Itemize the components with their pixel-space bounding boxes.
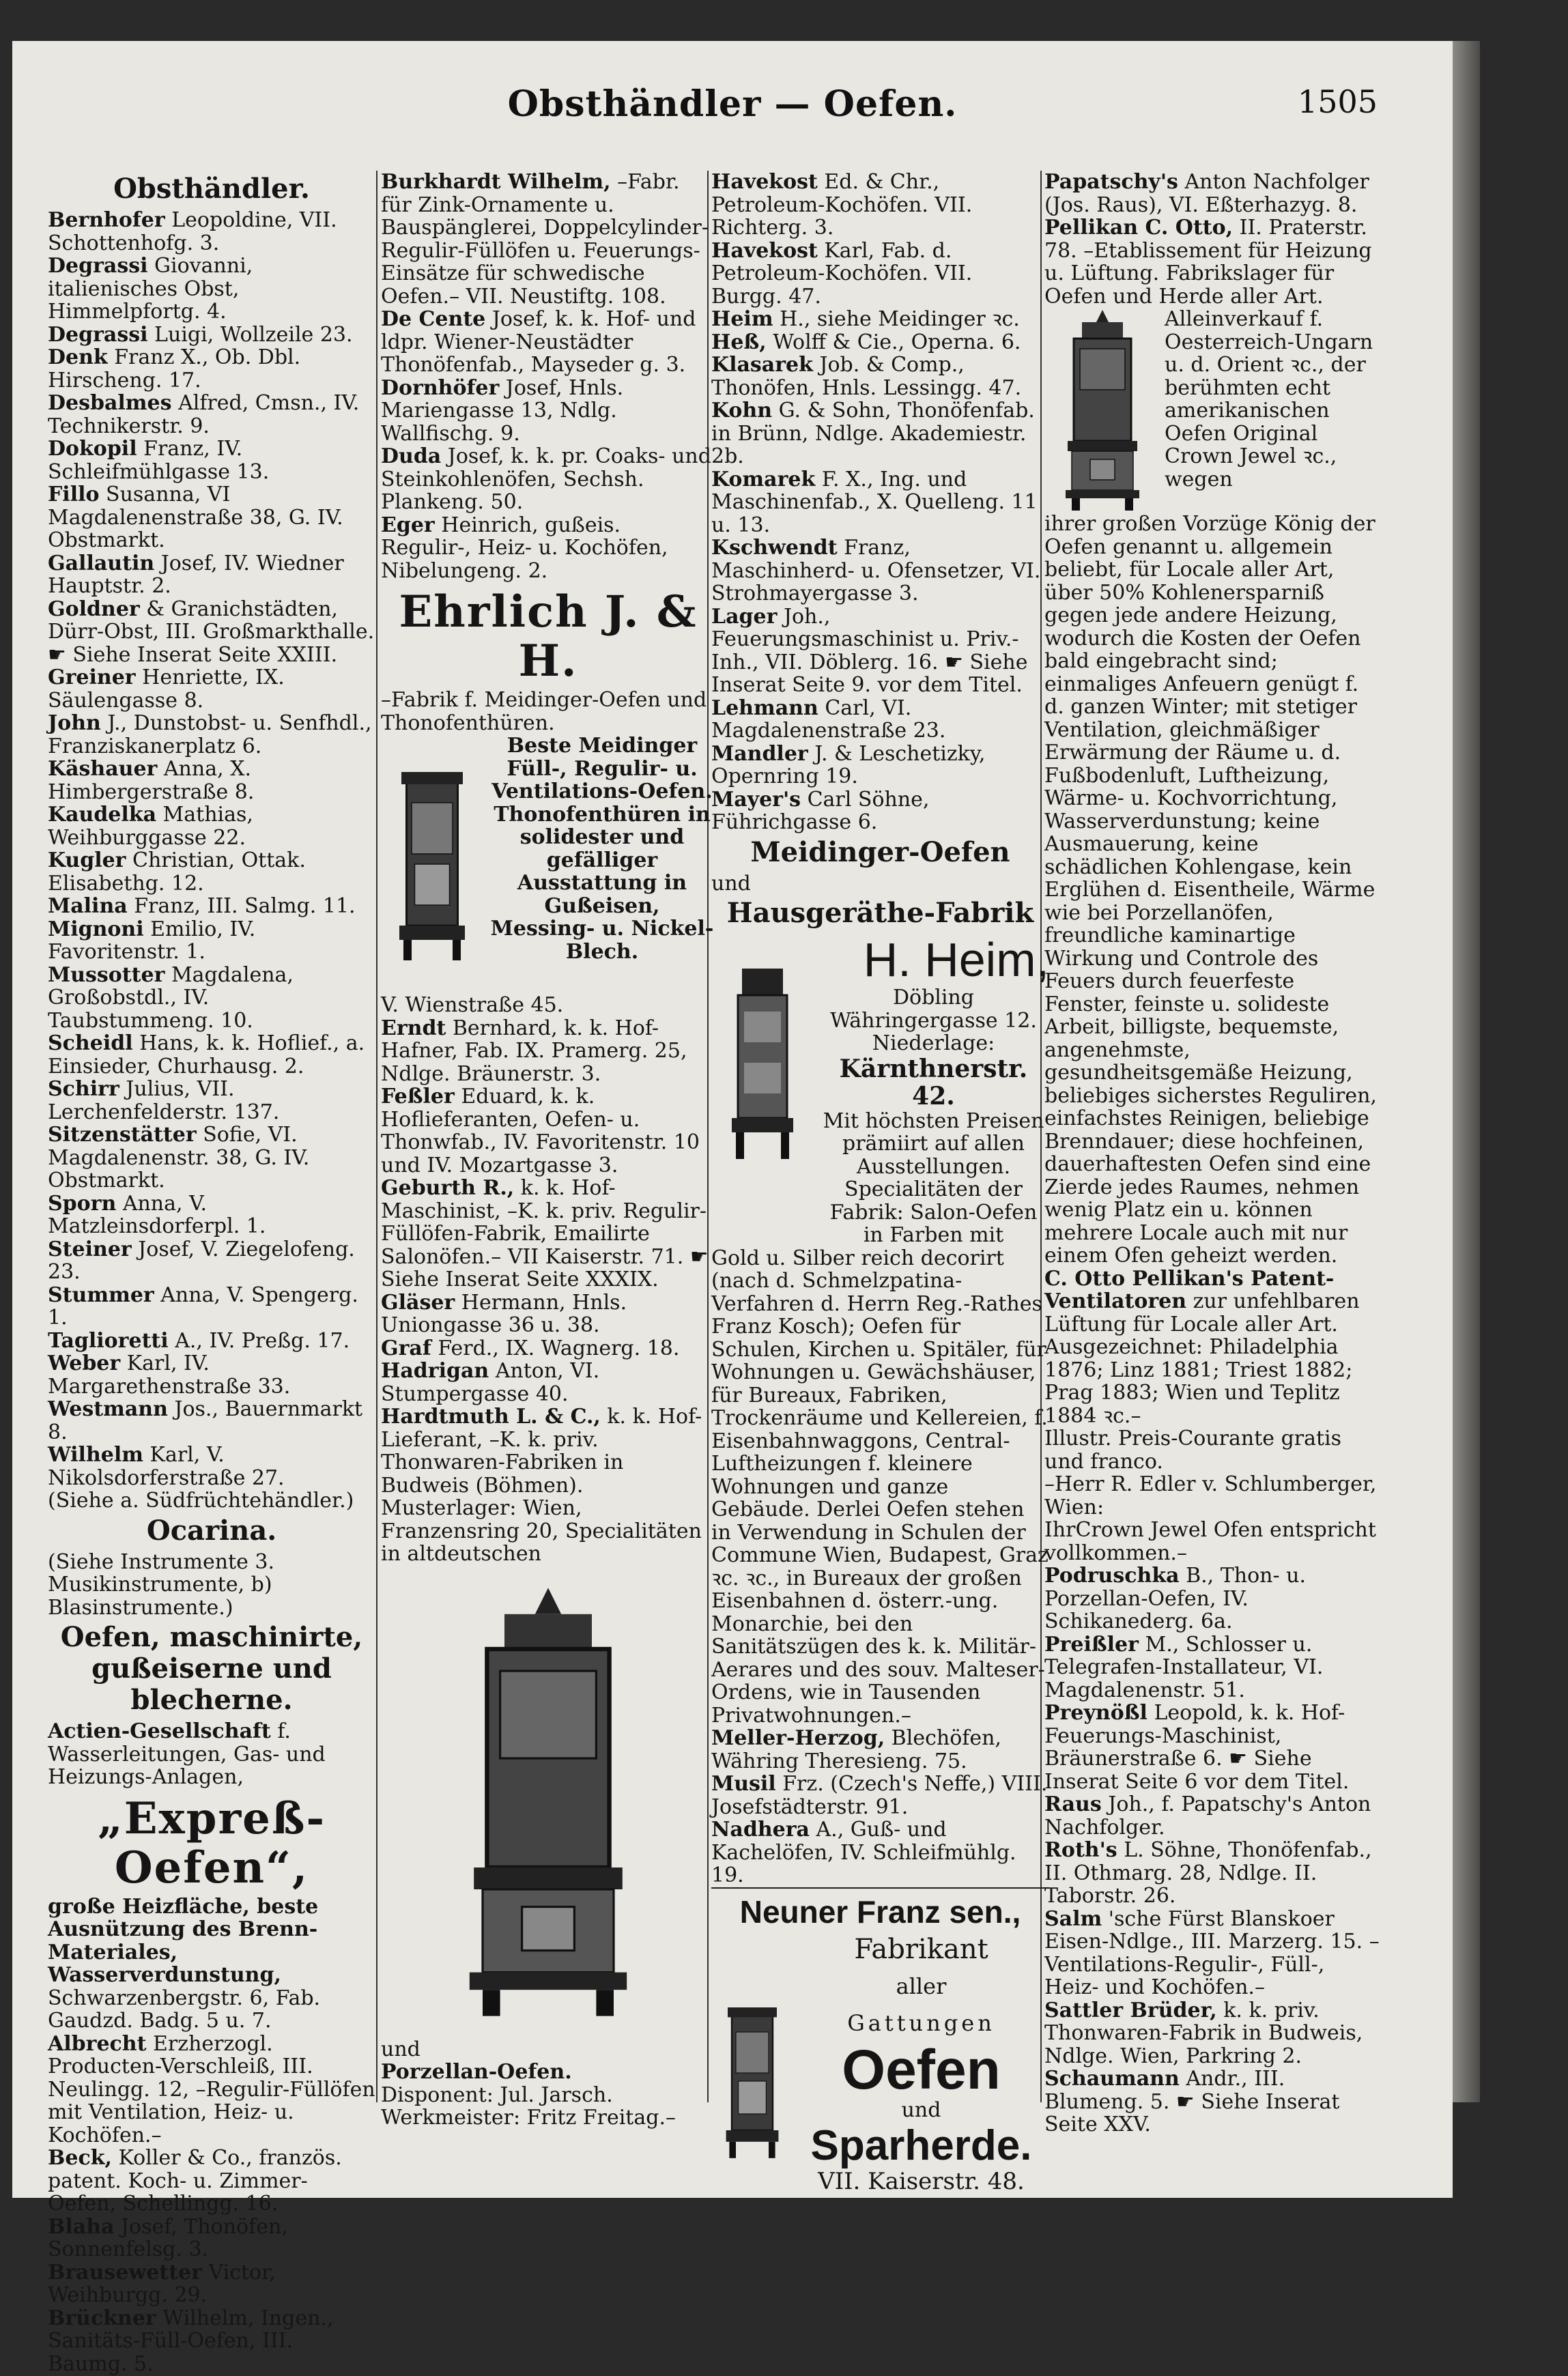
entry-name: Kaudelka — [48, 803, 157, 827]
directory-entry — [1044, 1839, 1382, 1908]
entry-details: Anton, VI. Stumpergasse 40. — [381, 1359, 600, 1406]
entry-name: Mandler — [711, 741, 808, 766]
advert-line: aller — [896, 1973, 947, 1999]
text-line: Schwarzenbergstr. 6, Fab. Gaudzd. Badg. 5 u. 7. — [48, 1986, 321, 2033]
entry-details: Blechöfen, Währing Theresieng. 75. — [711, 1726, 1001, 1773]
entry-name: Mussotter — [48, 962, 165, 987]
advert-heading: Ehrlich J. & H. — [399, 586, 698, 687]
entry-name: Schaumann — [1044, 2067, 1180, 2091]
directory-entry — [711, 468, 1049, 537]
entry-name: Gallautin — [48, 551, 155, 575]
entry-name: Sitzenstätter — [48, 1123, 197, 1147]
page-title: Obsthändler — Oefen. — [507, 83, 958, 125]
directory-entry — [48, 1238, 375, 1284]
directory-page — [12, 41, 1453, 2376]
text-line: (Siehe Instrumente 3. Musikinstrumente, b) Blasinstrumente.) — [48, 1549, 274, 1620]
entry-details: Eduard, k. k. Hoflieferanten, Oefen- u. Thonwfab., IV. Favoritenstr. 10 und IV. Mozartgasse 3. — [381, 1085, 700, 1177]
book-edge — [1453, 41, 1480, 2102]
stove-illustration — [711, 1931, 793, 2231]
entry-name: Papatschy's — [1044, 170, 1178, 194]
page-header — [12, 83, 1453, 145]
entry-name: Westmann — [48, 1397, 168, 1421]
entry-details: Koller & Co., französ. patent. Koch- u. Zimmer-Oefen, Schellingg. 16. — [48, 2146, 342, 2216]
directory-entry — [48, 346, 375, 392]
directory-entry — [48, 255, 375, 324]
stove-illustration — [1044, 308, 1160, 513]
directory-entry — [711, 536, 1049, 605]
entry-name: Burkhardt Wilhelm, — [381, 170, 611, 194]
entry-details: Karl, Fab. d. Petroleum-Kochöfen. VII. Burgg. 47. — [711, 238, 973, 309]
entry-name: Goldner — [48, 597, 140, 621]
entry-details: Karl, V. Nikolsdorferstraße 27. — [48, 1443, 285, 1490]
entry-name: Desbalmes — [48, 391, 172, 415]
entry-name: Fillo — [48, 483, 100, 506]
neuner-body — [711, 1931, 1049, 2231]
directory-entry — [48, 1032, 375, 1078]
entry-details: M., Schlosser u. Telegrafen-Installateur, VI. Magdalenenstr. 51. — [1044, 1632, 1324, 1702]
directory-entry — [1044, 1268, 1382, 1428]
stove-illustration — [711, 933, 814, 1192]
entry-name: Erndt — [381, 1016, 446, 1040]
directory-entry — [48, 209, 375, 255]
directory-entry — [48, 712, 375, 758]
entry-details: & Granichstädten, Dürr-Obst, III. Großmarkthalle. ☛ Siehe Inserat Seite XXIII. — [48, 597, 375, 667]
directory-entry — [48, 666, 375, 712]
entry-details: Mathias, Weihburggasse 22. — [48, 803, 253, 850]
directory-entry — [48, 803, 375, 849]
directory-entry — [711, 1818, 1049, 1887]
entry-name: Brückner — [48, 2306, 156, 2330]
entry-name: Preißler — [1044, 1632, 1139, 1657]
entry-name: De Cente — [381, 307, 486, 331]
entry-details: Franz, III. Salmg. 11. — [127, 894, 356, 918]
directory-entry — [381, 1017, 715, 1086]
advert-line: Mit höchsten Preisen prämiirt auf allen Ausstellungen. — [823, 1108, 1044, 1179]
entry-name: Feßler — [381, 1085, 455, 1108]
directory-entry — [711, 605, 1049, 697]
entry-name: Wilhelm — [48, 1443, 143, 1467]
advert-line: Kärnthnerstr. 42. — [839, 1054, 1028, 1111]
entry-name: Actien-Gesellschaft — [48, 1719, 271, 1743]
stove-illustration — [381, 734, 483, 994]
entry-details: Carl, VI. Magdalenenstraße 23. — [711, 696, 946, 743]
directory-entry — [381, 1360, 715, 1405]
entry-name: Dokopil — [48, 437, 137, 461]
entry-name: Hadrigan — [381, 1359, 489, 1383]
directory-entry — [381, 514, 715, 583]
entry-name: Taglioretti — [48, 1328, 169, 1353]
neuner-name: Neuner Franz sen., — [739, 1893, 1021, 1930]
column-2 — [381, 171, 715, 2130]
entry-name: Duda — [381, 444, 442, 468]
directory-entry — [48, 552, 375, 598]
directory-entry — [48, 2147, 375, 2216]
directory-entry — [48, 918, 375, 964]
directory-entry — [1044, 2067, 1382, 2136]
column-1 — [48, 171, 375, 2375]
heim-advert-text — [818, 933, 1049, 1247]
text-line: und — [711, 871, 751, 896]
directory-entry — [1044, 216, 1382, 308]
entry-name: Podruschka — [1044, 1564, 1180, 1588]
directory-entry — [381, 171, 715, 308]
entry-name: Sporn — [48, 1191, 117, 1216]
entry-name: Graf — [381, 1336, 431, 1360]
entry-name: Musil — [711, 1772, 776, 1796]
directory-entry — [1044, 1908, 1382, 1999]
entry-details: Erzherzogl. Producten-Verschleiß, III. Neulingg. 12, –Regulir-Füllöfen mit Ventilation, Heiz- u. Kochöfen.– — [48, 2031, 375, 2147]
entry-details: A., Guß- und Kachelöfen, IV. Schleifmühlg. 19. — [711, 1818, 1016, 1887]
bold-text: große Heizfläche, beste Ausnützung des Brenn-Materiales, Wasserverdunstung, — [48, 1894, 319, 1987]
text-line: Gold u. Silber reich decorirt (nach d. Schmelzpatina-Verfahren d. Herrn Reg.-Rathes Franz Kosch); Oefen für Schulen, Kirchen u. Spitäler, für Wohnungen u. Gewächshäuser, für Bureaux, Fabriken, Trockenräume und Kellereien, f. Eisenbahnwaggons, Central-Luftheizungen f. kleinere Wohnungen und ganze Gebäude. Derlei Oefen stehen in Verwendung in Schulen der Commune Wien, Budapest, Graz ꝛc. ꝛc., in Bureaux der großen Eisenbahnen d. österr.-ung. Monarchie, bei den Sanitätszügen des k. k. Militär-Aerares und des souv. Malteser-Ordens, wie in Tausenden Privatwohnungen.– — [711, 1246, 1049, 1728]
entry-name: Schirr — [48, 1077, 119, 1101]
entry-details: Jos., Bauernmarkt 8. — [48, 1397, 363, 1444]
directory-entry — [711, 171, 1049, 240]
advert-line: Specialitäten der Fabrik: Salon-Oefen in Farben mit — [829, 1177, 1038, 1247]
entry-details: F. X., Ing. und Maschinenfab., X. Quelleng. 11 u. 13. — [711, 467, 1038, 537]
directory-entry — [381, 445, 715, 514]
entry-name: Heß, — [711, 330, 767, 354]
text-line: Disponent: Jul. Jarsch. Werkmeister: Fritz Freitag.– — [381, 2082, 676, 2130]
section-heading: Ocarina. — [146, 1514, 277, 1547]
entry-details: 'sche Fürst Blanskoer Eisen-Ndlge., III. Marzerg. 15. –Ventilations-Regulir-, Füll-, Heiz- und Kochöfen.– — [1044, 1906, 1380, 1999]
directory-entry — [48, 1352, 375, 1398]
entry-details: k. k. Hof-Lieferant, –K. k. priv. Thonwaren-Fabriken in Budweis (Böhmen). Musterlager: Wien, Franzensring 20, Specialitäten in altdeutschen — [381, 1405, 702, 1566]
entry-details: Franz X., Ob. Dbl. Hirscheng. 17. — [48, 345, 301, 392]
entry-name: Salm — [1044, 1906, 1102, 1931]
directory-entry — [381, 377, 715, 446]
directory-entry — [381, 1337, 715, 1360]
entry-details: Job. & Comp., Thonöfen, Hnls. Lessingg. 47. — [711, 353, 1022, 400]
column-4 — [1044, 171, 1382, 2136]
directory-entry — [48, 964, 375, 1033]
column-rule — [376, 171, 377, 2102]
entry-details: Alfred, Cmsn., IV. Technikerstr. 9. — [48, 391, 360, 438]
entry-details: k. k. Hof-Maschinist, –K. k. priv. Regulir-Füllöfen-Fabrik, Emailirte Salonöfen.– VII Kaiserstr. 71. ☛ Siehe Inserat Seite XXXIX. — [381, 1176, 709, 1291]
directory-entry — [48, 1330, 375, 1353]
entry-name: Kohn — [711, 399, 773, 423]
stove-illustration — [439, 1570, 657, 2034]
entry-details: Karl, IV. Margarethenstraße 33. — [48, 1351, 291, 1399]
entry-name: Havekost — [711, 170, 818, 194]
entry-name: Dornhöfer — [381, 375, 500, 400]
entry-name: Mignoni — [48, 917, 144, 941]
directory-entry — [711, 399, 1049, 468]
entry-name: Meller-Herzog, — [711, 1726, 885, 1750]
directory-entry — [711, 697, 1049, 743]
entry-details: zur unfehlbaren Lüftung für Locale aller Art. Ausgezeichnet: Philadelphia 1876; Linz 1881; Triest 1882; Prag 1883; Wien und Teplitz 1884 ꝛc.– — [1044, 1289, 1360, 1428]
entry-details: Leopold, k. k. Hof-Feuerungs-Maschinist, Bräunerstraße 6. ☛ Siehe Inserat Seite 6 vor dem Titel. — [1044, 1701, 1350, 1794]
entry-details: L. Söhne, Thonöfenfab., II. Othmarg. 28, Ndlge. II. Taborstr. 26. — [1044, 1838, 1372, 1908]
text-line: ihrer großen Vorzüge König der Oefen genannt u. allgemein beliebt, für Locale aller Art, über 50% Kohlenersparniß gegen jede andere Heizung, wodurch die Kosten der Oefen bald eingebracht sind; einmaliges Anfeuern genügt f. d. ganzen Winter; mit stetiger Ventilation, gleichmäßiger Erwärmung der Räume u. d. Fußbodenluft, Luftheizung, Wärme- u. Kochvorrichtung, Wasserverdunstung; keine Ausmauerung, keine schädlichen Kohlengase, kein Erglühen d. Eisentheile, Wärme wie bei Porzellanöfen, freundliche kaminartige Wirkung und Controle des Feuers durch feuerfeste Fenster, feinste u. solideste Arbeit, billigste, bequemste, angenehmste, gesundheitsgemäße Heizung, beliebiges sicherstes Reguliren, einfachstes Reinigen, beliebige Brenndauer; diese hochfeinen, dauerhaftesten Oefen sind eine Zierde jedes Raumes, nehmen wenig Platz ein u. können mehrere Locale auch mit nur einem Ofen geheizt werden. — [1044, 512, 1377, 1268]
entry-details: f. Wasserleitungen, Gas- und Heizungs-Anlagen, — [48, 1719, 326, 1789]
entry-name: Geburth R., — [381, 1176, 515, 1200]
entry-name: Komarek — [711, 467, 816, 491]
neuner-und: und — [901, 2098, 941, 2122]
pellikan-advert — [1044, 308, 1382, 513]
entry-name: Stummer — [48, 1283, 154, 1307]
entry-details: Joh., f. Papatschy's Anton Nachfolger. — [1044, 1792, 1371, 1840]
directory-entry — [48, 438, 375, 483]
entry-name: Degrassi — [48, 322, 148, 347]
entry-details: Julius, VII. Lerchenfelderstr. 137. — [48, 1077, 280, 1124]
entry-name: Raus — [1044, 1792, 1102, 1816]
entry-details: Sofie, VI. Magdalenenstr. 38, G. IV. Obstmarkt. — [48, 1123, 310, 1192]
neuner-advert — [711, 1887, 1049, 2231]
bold-text: Porzellan-Oefen. — [381, 2060, 572, 2084]
entry-details: Victor, Weihburgg. 29. — [48, 2260, 276, 2307]
neuner-sparherde: Sparherde. — [810, 2122, 1032, 2169]
entry-details: Anna, V. Spengerg. 1. — [48, 1283, 358, 1330]
entry-details: –Fabr. für Zink-Ornamente u. Bauspänglerei, Doppelcylinder-Regulir-Füllöfen u. Feuerungs-Einsätze für schwedische Oefen.– VII. Neustiftg. 108. — [381, 170, 709, 309]
entry-details: Josef, IV. Wiedner Hauptstr. 2. — [48, 551, 344, 598]
advert-line: Beste Meidinger Füll-, Regulir- u. Ventilations-Oefen. — [491, 734, 713, 803]
directory-entry — [1044, 1702, 1382, 1793]
directory-entry — [48, 483, 375, 552]
entry-details: Hermann, Hnls. Uniongasse 36 u. 38. — [381, 1290, 627, 1337]
entry-name: John — [48, 711, 101, 735]
directory-entry — [1044, 1564, 1382, 1633]
text-line: (Siehe a. Südfrüchtehändler.) — [48, 1489, 354, 1513]
directory-entry — [711, 1773, 1049, 1818]
page-number: 1505 — [1297, 83, 1378, 120]
directory-entry — [711, 743, 1049, 788]
entry-details: k. k. priv. Thonwaren-Fabrik in Budweis, Ndlge. Wien, Parkring 2. — [1044, 1998, 1363, 2068]
directory-entry — [48, 392, 375, 438]
directory-entry — [48, 1123, 375, 1192]
entry-name: Kugler — [48, 848, 126, 872]
text-line: IhrCrown Jewel Ofen entspricht vollkommen.– — [1044, 1518, 1376, 1565]
entry-details: Henriette, IX. Säulengasse 8. — [48, 665, 285, 713]
entry-name: Pellikan C. Otto, — [1044, 216, 1234, 240]
directory-entry — [48, 1444, 375, 1489]
entry-name: Gläser — [381, 1290, 455, 1315]
entry-name: Mayer's — [711, 787, 801, 812]
entry-name: Albrecht — [48, 2031, 147, 2056]
section-heading: Oefen, maschinirte, gußeiserne und blecherne. — [60, 1621, 363, 1716]
directory-entry — [711, 1727, 1049, 1773]
entry-name: Heim — [711, 307, 773, 331]
entry-details: Franz, IV. Schleifmühlgasse 13. — [48, 437, 270, 484]
entry-details: B., Thon- u. Porzellan-Oefen, IV. Schikanederg. 6a. — [1044, 1564, 1306, 1633]
entry-details: Luigi, Wollzeile 23. — [147, 322, 353, 347]
directory-entry — [48, 2033, 375, 2147]
directory-entry — [48, 324, 375, 347]
entry-details: Ed. & Chr., Petroleum-Kochöfen. VII. Richterg. 3. — [711, 170, 973, 240]
text-line: –Fabrik f. Meidinger-Oefen und Thonofenthüren. — [381, 688, 707, 735]
entry-name: Bernhofer — [48, 208, 165, 232]
entry-details: Magdalena, Großobstdl., IV. Taubstummeng. 10. — [48, 962, 294, 1033]
entry-details: Christian, Ottak. Elisabethg. 12. — [48, 848, 306, 896]
directory-entry — [48, 2216, 375, 2261]
directory-entry — [1044, 1999, 1382, 2068]
directory-entry — [381, 1085, 715, 1177]
text-line: V. Wienstraße 45. — [381, 993, 564, 1017]
entry-name: Malina — [48, 894, 128, 918]
directory-entry — [381, 308, 715, 377]
advert-line: Gattungen — [847, 2009, 995, 2036]
directory-entry — [381, 1405, 715, 1566]
section-heading: Meidinger-Oefen — [750, 835, 1010, 868]
entry-details: A., IV. Preßg. 17. — [168, 1328, 350, 1353]
entry-details: Hans, k. k. Hoflief., a. Einsieder, Churhausg. 2. — [48, 1031, 365, 1078]
entry-details: J., Dunstobst- u. Senfhdl., Franziskanerplatz 6. — [48, 711, 372, 758]
directory-entry — [48, 1720, 375, 1789]
entry-details: G. & Sohn, Thonöfenfab. in Brünn, Ndlge. Akademiestr. 2b. — [711, 399, 1035, 468]
directory-entry — [711, 240, 1049, 309]
entry-details: Josef, Hnls. Mariengasse 13, Ndlg. Wallfischg. 9. — [381, 375, 624, 446]
entry-details: Heinrich, gußeis. Regulir-, Heiz- u. Kochöfen, Nibelungeng. 2. — [381, 513, 668, 583]
entry-name: Weber — [48, 1351, 121, 1375]
neuner-text — [793, 1931, 1049, 2231]
text-line: Illustr. Preis-Courante gratis und franco. — [1044, 1427, 1342, 1474]
entry-details: Frz. (Czech's Neffe,) VIII. Josefstädterstr. 91. — [711, 1772, 1048, 1819]
entry-details: Susanna, VI Magdalenenstraße 38, G. IV. Obstmarkt. — [48, 483, 343, 552]
entry-details: Ferd., IX. Wagnerg. 18. — [431, 1336, 680, 1360]
directory-entry — [711, 354, 1049, 399]
directory-entry — [48, 1398, 375, 1444]
entry-details: Andr., III. Blumeng. 5. ☛ Siehe Inserat Seite XXV. — [1044, 2067, 1340, 2136]
entry-name: Kschwendt — [711, 536, 838, 560]
directory-entry — [711, 331, 1049, 354]
entry-details: Anna, X. Himbergerstraße 8. — [48, 757, 255, 804]
entry-details: Emilio, IV. Favoritenstr. 1. — [48, 917, 256, 964]
directory-entry — [1044, 1793, 1382, 1839]
entry-name: Käshauer — [48, 757, 158, 781]
entry-details: Franz, Maschinherd- u. Ofensetzer, VI. Strohmayergasse 3. — [711, 536, 1041, 605]
entry-name: Beck, — [48, 2146, 112, 2170]
directory-entry — [48, 598, 375, 667]
entry-name: Sattler Brüder, — [1044, 1998, 1217, 2022]
entry-name: Greiner — [48, 665, 136, 689]
text-line: und — [381, 2037, 420, 2061]
advert-line: Alleinverkauf f. Oesterreich-Ungarn u. d. Orient ꝛc., der berühmten echt amerikanischen Oefen Original Crown Jewel ꝛc., wegen — [1165, 307, 1373, 491]
entry-details: Josef, k. k. pr. Coaks- und Steinkohlenöfen, Sechsh. Plankeng. 50. — [381, 444, 711, 514]
entry-name: Hardtmuth L. & C., — [381, 1405, 601, 1429]
entry-name: Klasarek — [711, 353, 813, 377]
directory-entry — [1044, 1633, 1382, 1702]
directory-entry — [48, 1192, 375, 1238]
entry-name: C. Otto Pellikan's Patent-Ventilatoren — [1044, 1266, 1335, 1313]
section-heading: Obsthändler. — [113, 173, 310, 205]
entry-name: Brausewetter — [48, 2260, 202, 2285]
entry-name: Preynößl — [1044, 1701, 1148, 1725]
ehrlich-advert — [381, 734, 715, 994]
advert-heading: „Expreß-Oefen“, — [97, 1792, 326, 1893]
entry-name: Eger — [381, 513, 435, 537]
entry-name: Degrassi — [48, 254, 148, 278]
heim-advert — [711, 933, 1049, 1247]
entry-details: Bernhard, k. k. Hof-Hafner, Fab. IX. Pramerg. 25, Ndlge. Bräunerstr. 3. — [381, 1016, 687, 1086]
advert-line: Fabrikant — [854, 1933, 988, 1965]
entry-name: Roth's — [1044, 1838, 1117, 1862]
entry-details: Giovanni, italienisches Obst, Himmelpfortg. 4. — [48, 254, 253, 324]
directory-entry — [1044, 171, 1382, 216]
neuner-address: VII. Kaiserstr. 48. — [818, 2168, 1025, 2195]
entry-name: Havekost — [711, 238, 818, 263]
entry-details: Anton Nachfolger (Jos. Raus), VI. Eßterhazyg. 8. — [1044, 170, 1369, 217]
entry-details: Anna, V. Matzleinsdorferpl. 1. — [48, 1191, 266, 1238]
entry-name: Lehmann — [711, 696, 818, 720]
column-3 — [711, 171, 1049, 2231]
entry-details: Josef, k. k. Hof- und ldpr. Wiener-Neustädter Thonöfenfab., Mayseder g. 3. — [381, 307, 696, 377]
entry-details: Leopoldine, VII. Schottenhofg. 3. — [48, 208, 337, 255]
entry-details: Carl Söhne, Führichgasse 6. — [711, 787, 930, 834]
directory-entry — [381, 1291, 715, 1337]
directory-entry — [48, 758, 375, 803]
entry-details: II. Praterstr. 78. –Etablissement für Heizung u. Lüftung. Fabrikslager für Oefen und Herde aller Art. — [1044, 216, 1372, 309]
directory-entry — [48, 1078, 375, 1123]
entry-name: Lager — [711, 604, 778, 629]
directory-entry — [48, 849, 375, 895]
directory-entry — [48, 1284, 375, 1330]
pellikan-advert-text — [1165, 308, 1382, 513]
entry-details: Josef, Thonöfen, Sonnenfelsg. 3. — [48, 2214, 288, 2261]
directory-entry — [48, 2261, 375, 2307]
directory-entry — [711, 788, 1049, 834]
entry-details: J. & Leschetizky, Opernring 19. — [711, 741, 986, 788]
directory-entry — [711, 308, 1049, 331]
neuner-oefen: Oefen — [842, 2038, 1001, 2101]
directory-entry — [381, 1177, 715, 1291]
advert-line: Thonofenthüren in solidester und gefälliger Ausstattung in Gußeisen, Messing- u. Nickel-Blech. — [490, 802, 714, 964]
advert-line: Niederlage: — [872, 1031, 995, 1055]
section-heading: Hausgeräthe-Fabrik — [726, 897, 1034, 929]
entry-details: Joh., Feuerungsmaschinist u. Priv.-Inh., VII. Döblerg. 16. ☛ Siehe Inserat Seite 9. vor dem Titel. — [711, 604, 1028, 697]
entry-details: Wolff & Cie., Operna. 6. — [766, 330, 1021, 354]
directory-entry — [48, 895, 375, 918]
ehrlich-advert-text — [489, 734, 715, 994]
advert-line: Döbling Währingergasse 12. — [830, 986, 1037, 1033]
entry-name: Nadhera — [711, 1818, 810, 1842]
entry-name: Blaha — [48, 2214, 115, 2239]
directory-entry — [48, 2307, 375, 2376]
text-line: –Herr R. Edler v. Schlumberger, Wien: — [1044, 1472, 1377, 1519]
entry-details: Josef, V. Ziegelofeng. 23. — [48, 1237, 355, 1284]
entry-name: Scheidl — [48, 1031, 133, 1055]
entry-details: H., siehe Meidinger ꝛc. — [773, 307, 1020, 331]
entry-name: Steiner — [48, 1237, 132, 1261]
heim-name: H. Heim, — [863, 933, 1049, 986]
entry-details: Wilhelm, Ingen., Sanitäts-Füll-Oefen, III. Baumg. 5. — [48, 2306, 334, 2376]
entry-name: Denk — [48, 345, 108, 369]
